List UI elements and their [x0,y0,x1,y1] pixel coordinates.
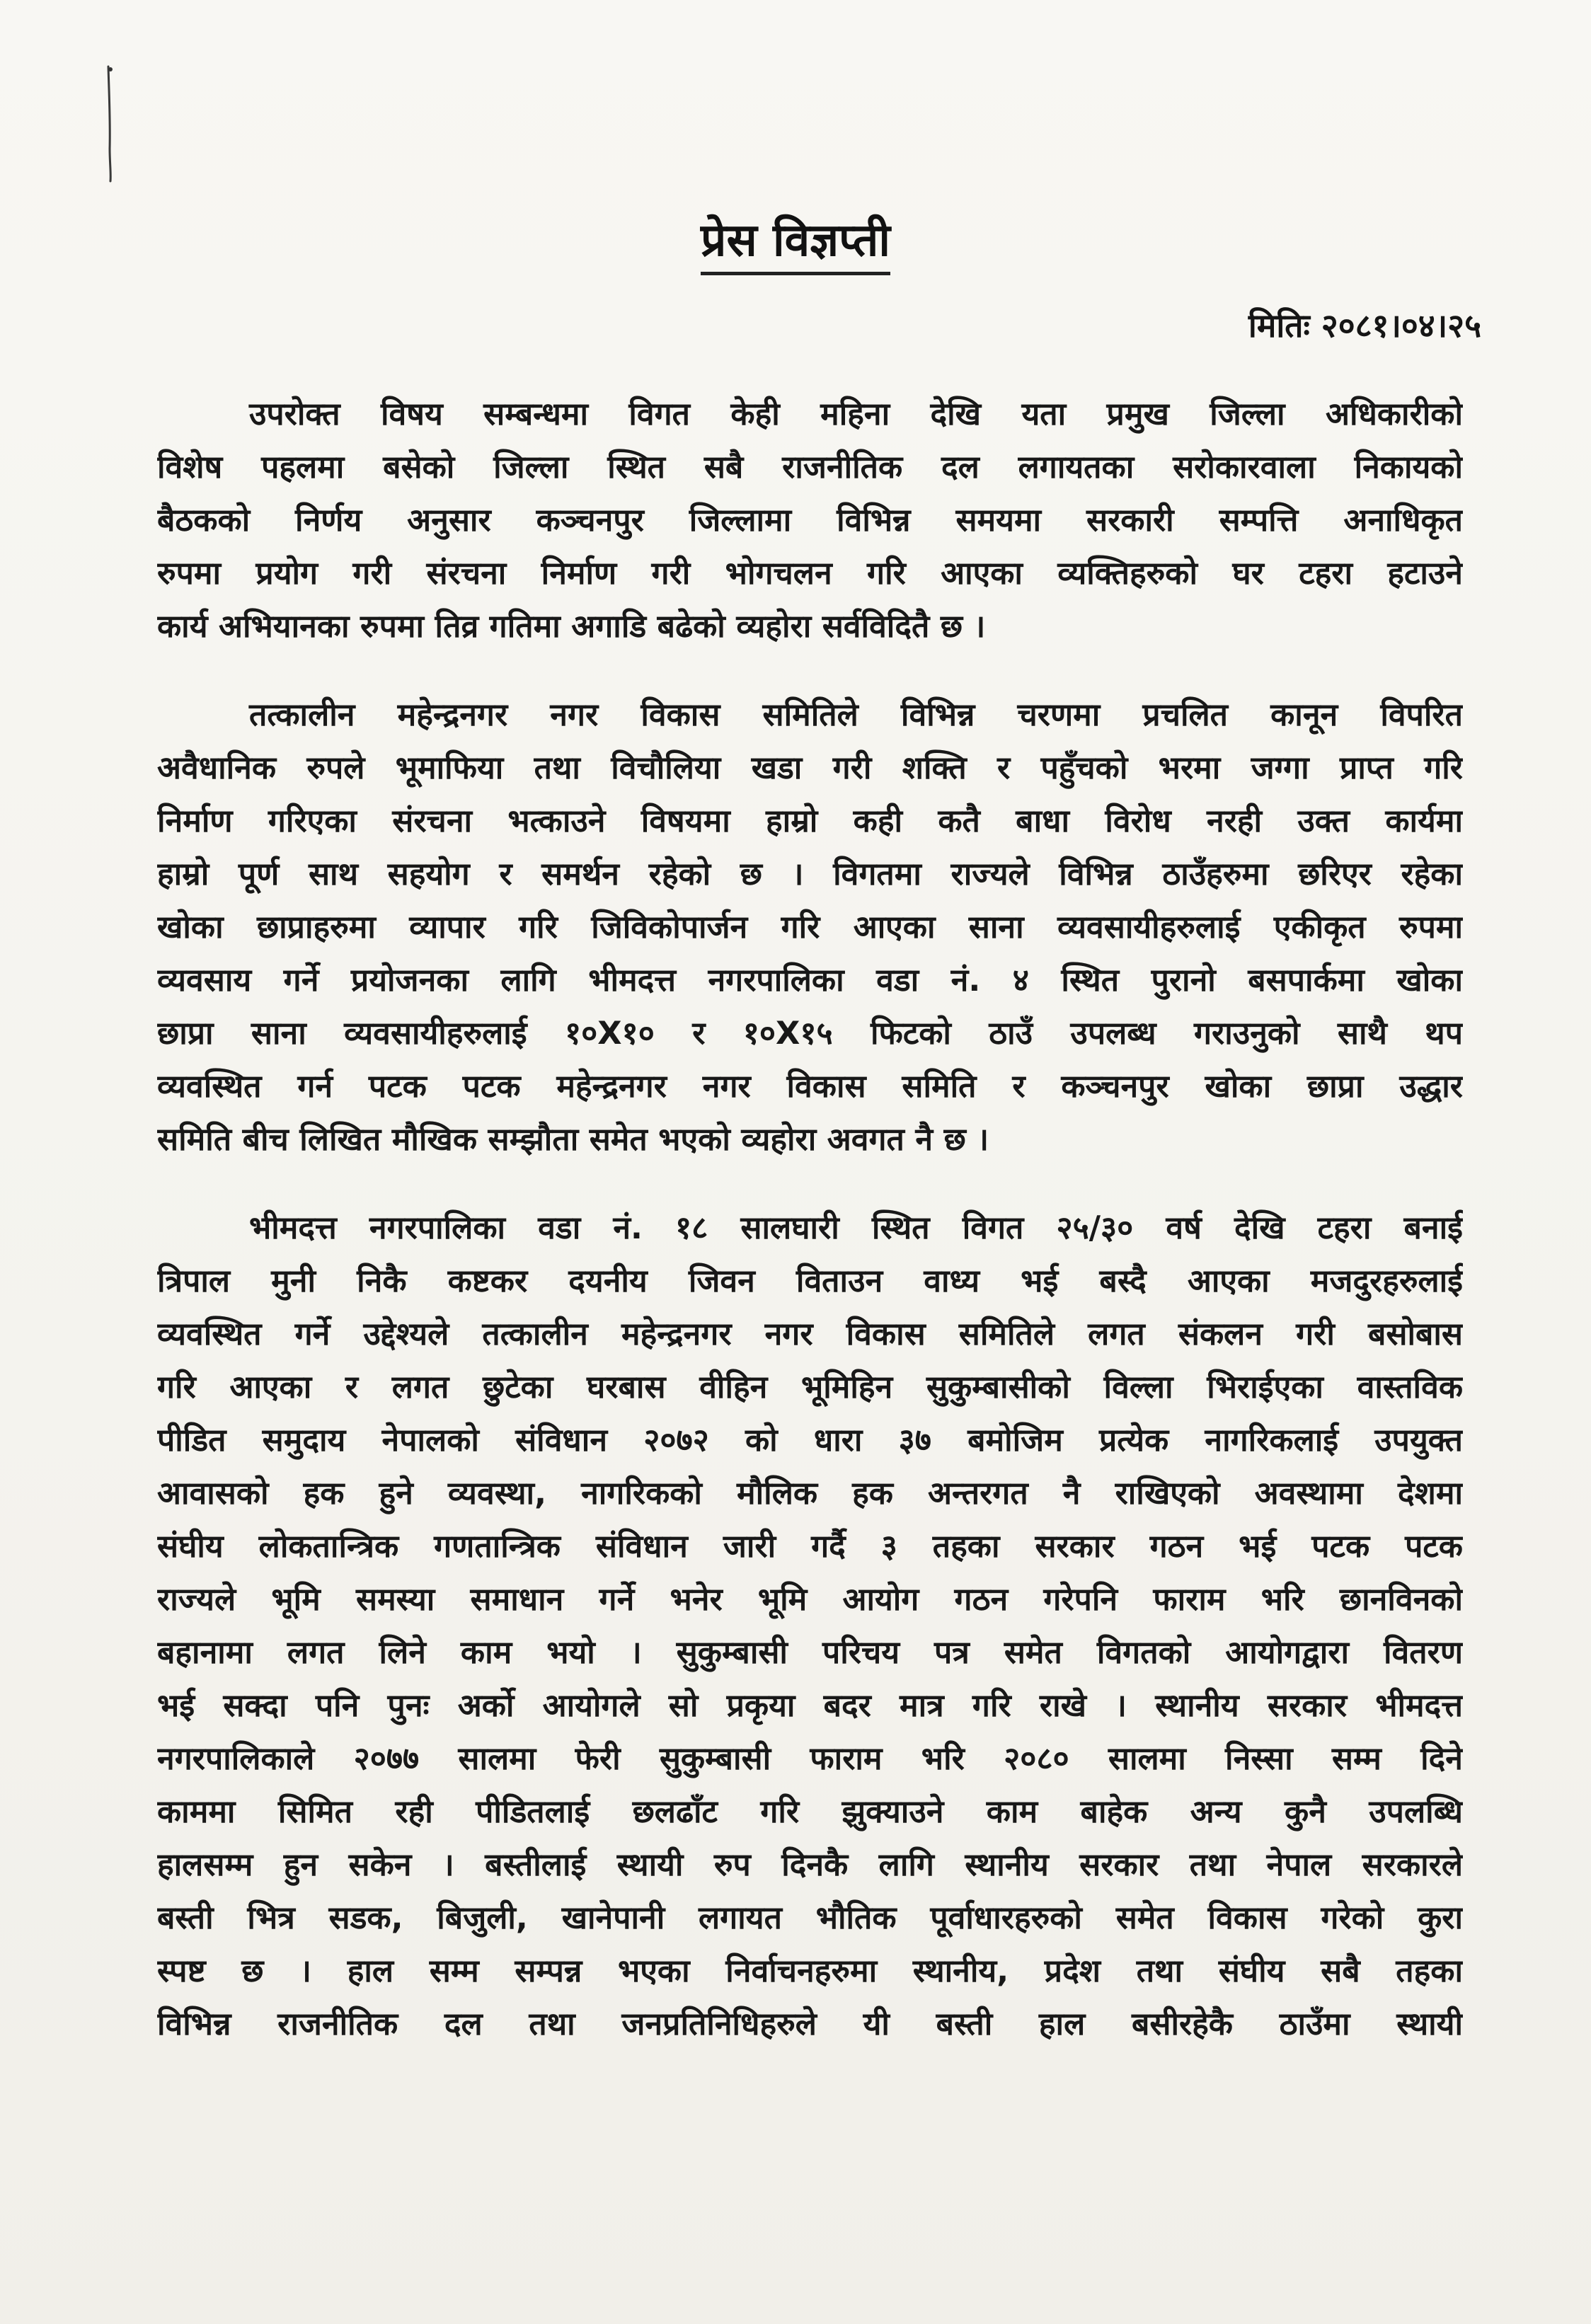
paragraph-line: आवासको हक हुने व्यवस्था, नागरिकको मौलिक हक अन्तरगत नै राखिएको अवस्थामा देशमा [157,1475,1463,1512]
paragraph-1 [157,388,1463,653]
paragraph-line: विशेष पहलमा बसेको जिल्ला स्थित सबै राजनीतिक दल लगायतका सरोकारवाला निकायको [157,449,1463,485]
paragraph-line: संघीय लोकतान्त्रिक गणतान्त्रिक संविधान जारी गर्दै ३ तहका सरकार गठन भई पटक पटक [157,1529,1463,1565]
paragraph-line: निर्माण गरिएका संरचना भत्काउने विषयमा हाम्रो कही कतै बाधा विरोध नरही उक्त कार्यमा [157,803,1463,839]
paragraph-line: रुपमा प्रयोग गरी संरचना निर्माण गरी भोगचलन गरि आएका व्यक्तिहरुको घर टहरा हटाउने [157,556,1463,592]
paragraph-2 [157,689,1463,1166]
paragraph-line: हालसम्म हुन सकेन । बस्तीलाई स्थायी रुप दिनकै लागि स्थानीय सरकार तथा नेपाल सरकारले [157,1847,1463,1883]
paragraph-line: काममा सिमित रही पीडितलाई छलढाँट गरि झुक्याउने काम बाहेक अन्य कुनै उपलब्धि [157,1794,1463,1830]
paragraph-line: भई सक्दा पनि पुनः अर्को आयोगले सो प्रकृया बदर मात्र गरि राखे । स्थानीय सरकार भीमदत्त [157,1688,1463,1724]
document-title: प्रेस विज्ञप्ती [701,212,890,275]
paragraph-line: स्पष्ट छ । हाल सम्म सम्पन्न भएका निर्वाचनहरुमा स्थानीय, प्रदेश तथा संघीय सबै तहका [157,1953,1463,1989]
paragraph-line: बैठकको निर्णय अनुसार कञ्चनपुर जिल्लामा विभिन्न समयमा सरकारी सम्पत्ति अनाधिकृत [157,502,1463,539]
document-date: मितिः २०८१।०४।२५ [1248,306,1481,345]
pen-mark-icon [106,64,113,184]
paragraph-line: पीडित समुदाय नेपालको संविधान २०७२ को धारा ३७ बमोजिम प्रत्येक नागरिकलाई उपयुक्त [157,1422,1463,1459]
paragraph-line: तत्कालीन महेन्द्रनगर नगर विकास समितिले विभिन्न चरणमा प्रचलित कानून विपरित [249,697,1463,733]
paragraph-line: समिति बीच लिखित मौखिक सम्झौता समेत भएको व्यहोरा अवगत नै छ । [157,1122,989,1158]
paragraph-line: त्रिपाल मुनी निकै कष्टकर दयनीय जिवन विताउन वाध्य भई बस्दै आएका मजदुरहरुलाई [157,1263,1463,1299]
paragraph-line: व्यवसाय गर्ने प्रयोजनका लागि भीमदत्त नगरपालिका वडा नं. ४ स्थित पुरानो बसपार्कमा खोका [157,962,1463,999]
paragraph-line: नगरपालिकाले २०७७ सालमा फेरी सुकुम्बासी फाराम भरि २०८० सालमा निस्सा सम्म दिने [157,1741,1463,1777]
paragraph-line: गरि आएका र लगत छुटेका घरबास वीहिन भूमिहिन सुकुम्बासीको विल्ला भिराईएका वास्तविक [157,1369,1463,1405]
paragraph-line: अवैधानिक रुपले भूमाफिया तथा विचौलिया खडा गरी शक्ति र पहुँचको भरमा जग्गा प्राप्त गरि [157,750,1463,786]
paragraph-line: व्यवस्थित गर्न पटक पटक महेन्द्रनगर नगर विकास समिति र कञ्चनपुर खोका छाप्रा उद्धार [157,1069,1463,1105]
paragraph-line: भीमदत्त नगरपालिका वडा नं. १८ सालघारी स्थित विगत २५/३० वर्ष देखि टहरा बनाई [249,1210,1463,1246]
paragraph-line: उपरोक्त विषय सम्बन्धमा विगत केही महिना देखि यता प्रमुख जिल्ला अधिकारीको [249,396,1463,432]
paragraph-line: विभिन्न राजनीतिक दल तथा जनप्रतिनिधिहरुले यी बस्ती हाल बसीरहेकै ठाउँमा स्थायी [157,2006,1463,2042]
document-title-wrap [0,212,1591,275]
paragraph-line: कार्य अभियानका रुपमा तिव्र गतिमा अगाडि बढेको व्यहोरा सर्वविदितै छ । [157,609,986,645]
paragraph-line: बहानामा लगत लिने काम भयो । सुकुम्बासी परिचय पत्र समेत विगतको आयोगद्वारा वितरण [157,1635,1463,1671]
paragraph-line: खोका छाप्राहरुमा व्यापार गरि जिविकोपार्जन गरि आएका साना व्यवसायीहरुलाई एकीकृत रुपमा [157,909,1463,945]
paragraph-line: बस्ती भित्र सडक, बिजुली, खानेपानी लगायत भौतिक पूर्वाधारहरुको समेत विकास गरेको कुरा [157,1900,1463,1936]
paragraph-line: राज्यले भूमि समस्या समाधान गर्ने भनेर भूमि आयोग गठन गरेपनि फाराम भरि छानविनको [157,1582,1463,1618]
paragraph-line: छाप्रा साना व्यवसायीहरुलाई १०X१० र १०X१५ फिटको ठाउँ उपलब्ध गराउनुको साथै थप [157,1016,1463,1052]
paragraph-3 [157,1202,1463,2051]
document-body [157,388,1463,2051]
paragraph-line: व्यवस्थित गर्ने उद्देश्यले तत्कालीन महेन्द्रनगर नगर विकास समितिले लगत संकलन गरी बसोबास [157,1316,1463,1352]
paragraph-line: हाम्रो पूर्ण साथ सहयोग र समर्थन रहेको छ । विगतमा राज्यले विभिन्न ठाउँहरुमा छरिएर रहेका [157,856,1463,892]
